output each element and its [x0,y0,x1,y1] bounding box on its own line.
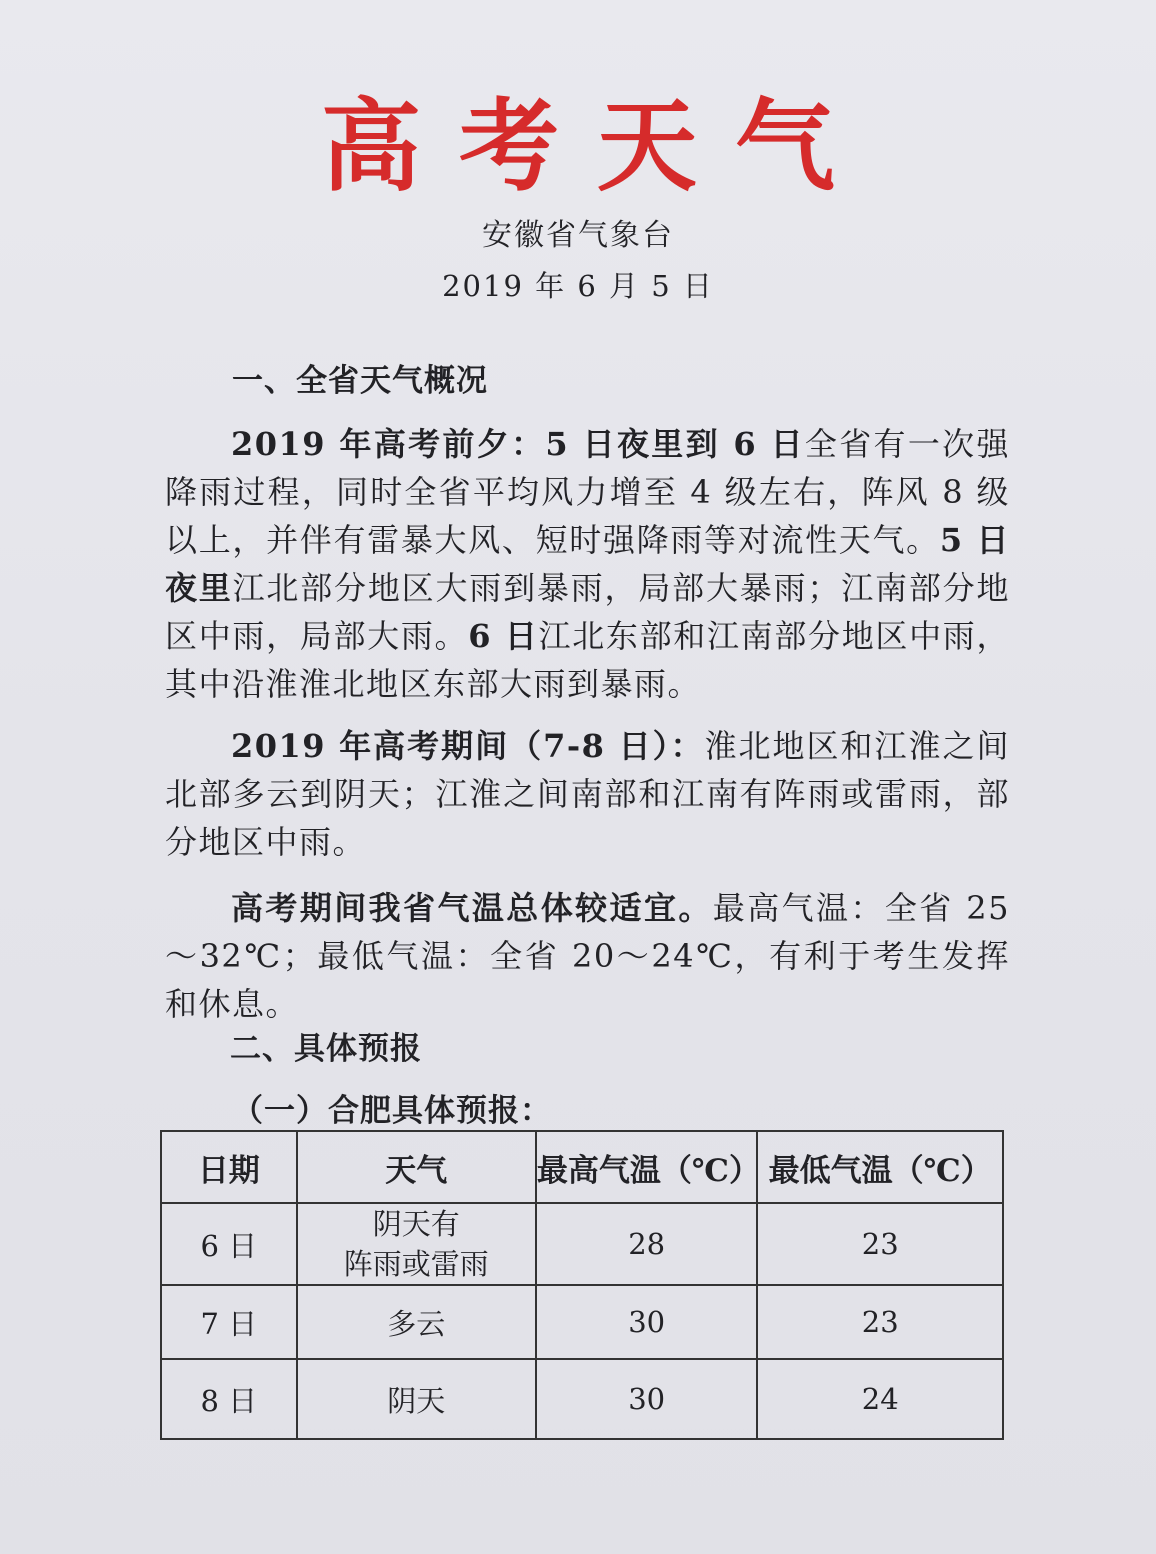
paragraph-text: 江北部分地区大雨到暴雨，局部大暴雨；江南部分地区中雨，局部大雨。 [165,569,1010,655]
header-low-temp: 最低气温（℃） [757,1131,1003,1203]
paragraph-text: 全省有一次强降雨过程，同时全省平均风力增至 4 级左右，阵风 8 级以上，并伴有雷暴大风、短时强降雨等对流性天气。 [165,425,1010,559]
cell-weather: 多云 [297,1285,536,1359]
weather-line: 阴天有 [372,1207,460,1241]
section-2-heading: 二、具体预报 [230,1031,422,1067]
table-header-row [161,1131,1003,1203]
overview-paragraph-exam-period [165,722,1010,866]
cell-weather: 阴天 [297,1359,536,1439]
paragraph-lead-bold: 高考期间我省气温总体较适宜。 [231,889,713,927]
overview-paragraph-temperature [165,884,1010,1028]
hefei-forecast-subheading: （一）合肥具体预报： [232,1093,552,1129]
header-date: 日期 [161,1131,297,1203]
paragraph-inline-bold: 5 日夜里 [165,521,1010,607]
cell-date: 6 日 [161,1203,297,1285]
table-row [161,1285,1003,1359]
hefei-forecast-table [160,1130,1004,1440]
overview-paragraph-eve [165,420,1010,708]
paragraph-inline-bold: 6 日 [468,617,539,655]
document-title: 高考天气 [321,87,873,205]
issuing-organization: 安徽省气象台 [482,218,674,253]
table-row [161,1359,1003,1439]
section-1-heading: 一、全省天气概况 [232,363,488,399]
issue-date: 2019 年 6 月 5 日 [442,269,714,303]
cell-high-temp: 28 [536,1203,758,1285]
cell-high-temp: 30 [536,1285,758,1359]
cell-low-temp: 23 [757,1203,1003,1285]
table-row [161,1203,1003,1285]
cell-high-temp: 30 [536,1359,758,1439]
cell-date: 7 日 [161,1285,297,1359]
header-weather: 天气 [297,1131,536,1203]
paragraph-text: 江北东部和江南部分地区中雨，其中沿淮淮北地区东部大雨到暴雨。 [165,617,1010,703]
cell-low-temp: 24 [757,1359,1003,1439]
paragraph-lead-bold: 2019 年高考期间（7-8 日）： [231,727,705,765]
weather-line: 阵雨或雷雨 [343,1247,489,1281]
header-high-temp: 最高气温（℃） [536,1131,758,1203]
paragraph-lead-bold: 2019 年高考前夕：5 日夜里到 6 日 [231,425,805,463]
paragraph-text: 淮北地区和江淮之间北部多云到阴天；江淮之间南部和江南有阵雨或雷雨，部分地区中雨。 [165,727,1010,861]
cell-date: 8 日 [161,1359,297,1439]
paragraph-text: 最高气温：全省 25～32℃；最低气温：全省 20～24℃，有利于考生发挥和休息。 [165,889,1010,1023]
cell-low-temp: 23 [757,1285,1003,1359]
cell-weather [297,1203,536,1285]
